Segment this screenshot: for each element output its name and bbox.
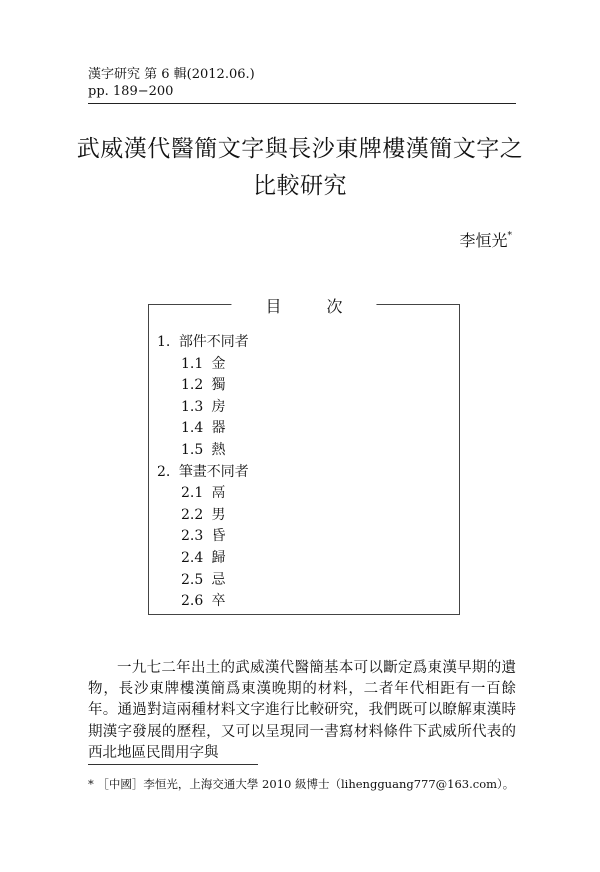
toc-item-number: 1.4	[181, 420, 204, 437]
table-of-contents	[148, 297, 460, 615]
footnote: * ［中國］李恒光，上海交通大學 2010 級博士（lihengguang777@163.com）。	[88, 777, 515, 791]
toc-item-number: 2.3	[181, 528, 204, 545]
journal-issue: 漢字研究 第 6 輯(2012.06.)	[88, 67, 255, 82]
toc-item-label: 男	[211, 506, 226, 523]
toc-item-label: 獨	[211, 377, 226, 394]
toc-item-label: 熱	[211, 441, 226, 458]
toc-item-label: 金	[211, 355, 226, 372]
toc-item[interactable]	[157, 397, 249, 419]
toc-item-label: 昏	[211, 528, 226, 545]
toc-item-label: 部件不同者	[178, 334, 249, 350]
toc-item-number: 1.	[157, 334, 171, 350]
toc-item[interactable]	[157, 332, 249, 354]
body-paragraph: 一九七二年出土的武威漢代醫簡基本可以斷定爲東漢早期的遺物，長沙東牌樓漢簡爲東漢晚期的材料，二者年代相距有一百餘年。通過對這兩種材料文字進行比較研究，我們既可以瞭解東漢時期漢字發展的歷程，又可以呈現同一書寫材料條件下武威所代表的西北地區民間用字與	[88, 660, 516, 761]
toc-item-number: 1.3	[181, 398, 204, 415]
paper-title	[60, 131, 540, 205]
toc-item-number: 1.2	[181, 377, 204, 394]
title-line-2: 比較研究	[253, 173, 347, 199]
title-line-1: 武威漢代醫簡文字與長沙東牌樓漢簡文字之	[76, 136, 524, 162]
toc-item[interactable]	[157, 418, 249, 440]
toc-item-number: 1.1	[181, 355, 204, 372]
toc-item-number: 2.1	[181, 485, 204, 502]
toc-item[interactable]	[157, 548, 249, 570]
author-footnote-mark[interactable]: *	[507, 230, 512, 241]
toc-item[interactable]	[157, 526, 249, 548]
toc-title: 目 次	[231, 294, 376, 317]
footnote-rule	[88, 764, 258, 765]
toc-item-number: 2.6	[181, 593, 204, 610]
toc-item[interactable]	[157, 505, 249, 527]
toc-item[interactable]	[157, 591, 249, 613]
toc-item[interactable]	[157, 570, 249, 592]
author-name: 李恒光	[459, 231, 508, 250]
toc-item-number: 1.5	[181, 441, 204, 458]
toc-item[interactable]	[157, 440, 249, 462]
journal-header	[88, 66, 255, 100]
toc-list	[157, 332, 249, 613]
toc-item-number: 2.4	[181, 549, 204, 566]
toc-item-number: 2.	[157, 463, 171, 480]
toc-item[interactable]	[157, 483, 249, 505]
toc-item-label: 器	[211, 420, 226, 437]
header-rule	[88, 103, 516, 104]
toc-item-label: 忌	[211, 571, 226, 588]
toc-item-label: 房	[211, 398, 226, 415]
author	[459, 228, 512, 251]
toc-item-label: 卒	[211, 593, 226, 610]
toc-item[interactable]	[157, 375, 249, 397]
toc-item-label: 歸	[211, 549, 226, 566]
toc-item-label: 鬲	[211, 485, 226, 502]
toc-item[interactable]	[157, 354, 249, 376]
toc-item-number: 2.2	[181, 506, 204, 523]
toc-item[interactable]	[157, 462, 249, 484]
toc-item-label: 筆畫不同者	[178, 463, 249, 480]
toc-item-number: 2.5	[181, 571, 204, 588]
page-range: pp. 189−200	[88, 84, 174, 99]
